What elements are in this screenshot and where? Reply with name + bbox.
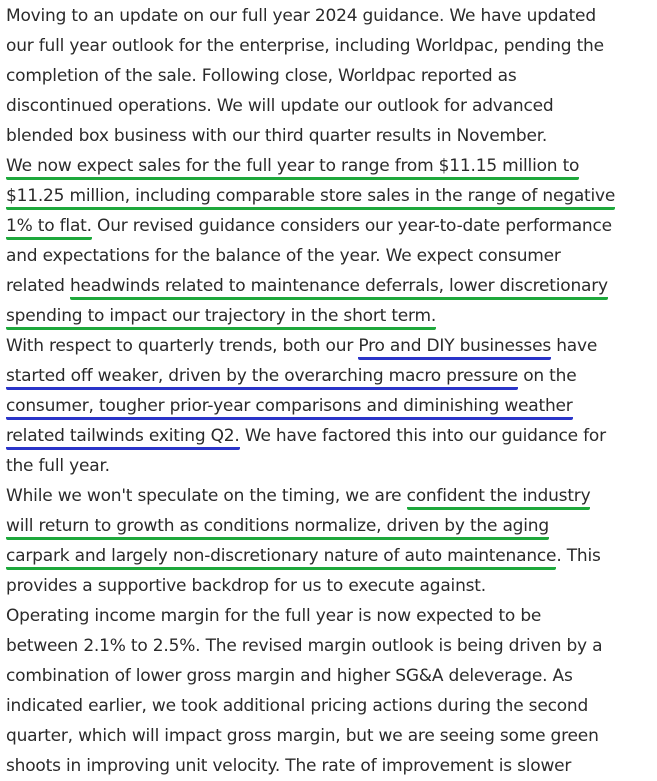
- text-line: [6, 481, 657, 511]
- text-line: [6, 61, 657, 91]
- text-segment: We have factored this into our guidance for: [239, 426, 606, 446]
- text-segment: completion of the sale. Following close, Worldpac reported as: [6, 66, 517, 86]
- text-segment: the full year.: [6, 456, 110, 476]
- text-line: [6, 541, 657, 571]
- text-line: [6, 721, 657, 751]
- text-line: [6, 571, 657, 601]
- highlighted-text-green: confident the industry: [407, 486, 591, 510]
- text-segment: Moving to an update on our full year 2024 guidance. We have updated: [6, 6, 596, 26]
- transcript-document: [6, 0, 657, 781]
- text-segment: provides a supportive backdrop for us to execute against.: [6, 576, 486, 596]
- text-line: [6, 691, 657, 721]
- text-line: [6, 181, 657, 211]
- text-segment: quarter, which will impact gross margin, but we are seeing some green: [6, 726, 599, 746]
- text-segment: Our revised guidance considers our year-to-date performance: [91, 216, 612, 236]
- text-line: [6, 631, 657, 661]
- text-segment: related: [6, 276, 70, 296]
- text-segment: on the: [518, 366, 577, 386]
- text-segment: combination of lower gross margin and higher SG&A deleverage. As: [6, 666, 573, 686]
- highlighted-text-blue: related tailwinds exiting Q2.: [6, 426, 240, 450]
- text-segment: have: [551, 336, 598, 356]
- text-line: [6, 151, 657, 181]
- text-line: [6, 31, 657, 61]
- highlighted-text-blue: consumer, tougher prior-year comparisons and diminishing weather: [6, 396, 573, 420]
- text-line: [6, 391, 657, 421]
- text-line: [6, 331, 657, 361]
- text-line: [6, 301, 657, 331]
- text-segment: between 2.1% to 2.5%. The revised margin outlook is being driven by a: [6, 636, 603, 656]
- text-segment: shoots in improving unit velocity. The rate of improvement is slower: [6, 756, 572, 776]
- text-segment: Operating income margin for the full year is now expected to be: [6, 606, 542, 626]
- highlighted-text-blue: Pro and DIY businesses: [358, 336, 551, 360]
- highlighted-text-blue: started off weaker, driven by the overarching macro pressure: [6, 366, 518, 390]
- text-line: [6, 421, 657, 451]
- highlighted-text-green: $11.25 million, including comparable store sales in the range of negative: [6, 186, 615, 210]
- text-segment: While we won't speculate on the timing, we are: [6, 486, 407, 506]
- highlighted-text-green: 1% to flat.: [6, 216, 92, 240]
- text-line: [6, 661, 657, 691]
- text-line: [6, 121, 657, 151]
- text-line: [6, 511, 657, 541]
- text-segment: and expectations for the balance of the year. We expect consumer: [6, 246, 561, 266]
- text-segment: With respect to quarterly trends, both our: [6, 336, 359, 356]
- highlighted-text-green: spending to impact our trajectory in the short term.: [6, 306, 436, 330]
- text-line: [6, 91, 657, 121]
- highlighted-text-green: will return to growth as conditions normalize, driven by the aging: [6, 516, 549, 540]
- text-segment: discontinued operations. We will update our outlook for advanced: [6, 96, 554, 116]
- text-segment: our full year outlook for the enterprise, including Worldpac, pending the: [6, 36, 604, 56]
- highlighted-text-green: carpark and largely non-discretionary nature of auto maintenance: [6, 546, 556, 570]
- text-line: [6, 271, 657, 301]
- text-line: [6, 451, 657, 481]
- text-line: [6, 241, 657, 271]
- text-line: [6, 361, 657, 391]
- text-line: [6, 211, 657, 241]
- text-line: [6, 601, 657, 631]
- text-segment: indicated earlier, we took additional pricing actions during the second: [6, 696, 589, 716]
- highlighted-text-green: headwinds related to maintenance deferrals, lower discretionary: [70, 276, 608, 300]
- text-segment: blended box business with our third quarter results in November.: [6, 126, 548, 146]
- text-segment: . This: [556, 546, 601, 566]
- highlighted-text-green: We now expect sales for the full year to range from $11.15 million to: [6, 156, 579, 180]
- text-line: [6, 751, 657, 781]
- text-line: [6, 1, 657, 31]
